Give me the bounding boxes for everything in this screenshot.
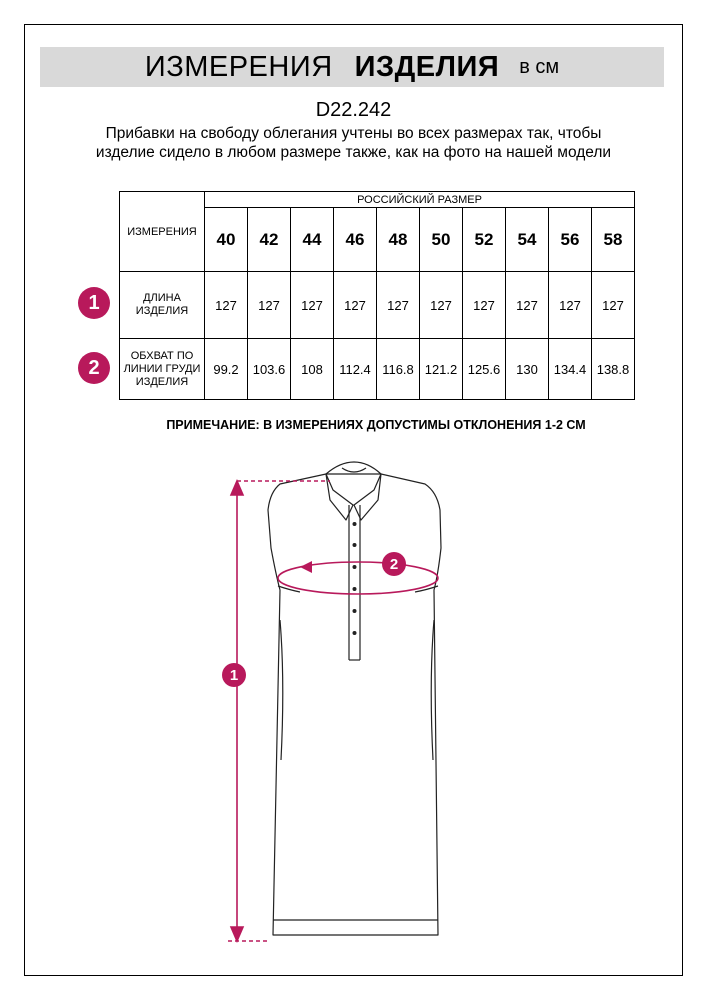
- size-header: 56: [549, 208, 592, 272]
- title-measurements: ИЗМЕРЕНИЯ: [144, 50, 333, 83]
- table-cell: 127: [420, 272, 463, 339]
- length-marker-badge: 1: [222, 663, 246, 687]
- table-cell: 127: [506, 272, 549, 339]
- table-cell: 127: [592, 272, 635, 339]
- table-cell: 112.4: [334, 339, 377, 400]
- table-cell: 127: [205, 272, 248, 339]
- table-cell: 108: [291, 339, 334, 400]
- table-cell: 127: [463, 272, 506, 339]
- table-cell: 99.2: [205, 339, 248, 400]
- size-header: 44: [291, 208, 334, 272]
- size-header: 48: [377, 208, 420, 272]
- title-unit: в см: [519, 55, 560, 78]
- size-header: 42: [248, 208, 291, 272]
- size-header: 40: [205, 208, 248, 272]
- size-header: 54: [506, 208, 549, 272]
- tolerance-note: ПРИМЕЧАНИЕ: В ИЗМЕРЕНИЯХ ДОПУСТИМЫ ОТКЛОНЕНИЯ 1-2 СМ: [166, 418, 586, 432]
- title-garment: ИЗДЕЛИЯ: [354, 50, 500, 83]
- size-header: 50: [420, 208, 463, 272]
- size-header: 46: [334, 208, 377, 272]
- table-cell: 130: [506, 339, 549, 400]
- fit-allowance-note: Прибавки на свободу облегания учтены во всех размерах так, чтобы изделие сидело в любом размере также, как на фото на нашей модели: [95, 125, 612, 161]
- button-dot: [353, 609, 357, 613]
- table-cell: 127: [334, 272, 377, 339]
- table-cell: 121.2: [420, 339, 463, 400]
- table-cell: 125.6: [463, 339, 506, 400]
- row-label-length: ДЛИНА ИЗДЕЛИЯ: [120, 272, 205, 339]
- table-cell: 127: [377, 272, 420, 339]
- button-dot: [353, 543, 357, 547]
- button-dot: [353, 522, 357, 526]
- table-cell: 103.6: [248, 339, 291, 400]
- chest-measure-ellipse: [278, 561, 438, 594]
- button-dot: [353, 587, 357, 591]
- row-number-badge-2: 2: [78, 352, 110, 384]
- table-cell: 127: [291, 272, 334, 339]
- chest-marker-badge: 2: [382, 552, 406, 576]
- table-cell: 134.4: [549, 339, 592, 400]
- placket-buttons: [353, 522, 357, 635]
- size-group-header: РОССИЙСКИЙ РАЗМЕР: [205, 192, 635, 208]
- row-number-badge-1: 1: [78, 287, 110, 319]
- table-cell: 127: [549, 272, 592, 339]
- button-dot: [353, 565, 357, 569]
- button-dot: [353, 631, 357, 635]
- length-measure-line: [228, 481, 330, 941]
- row-label-chest: ОБХВАТ ПО ЛИНИИ ГРУДИ ИЗДЕЛИЯ: [120, 339, 205, 400]
- model-code: D22.242: [315, 99, 392, 121]
- dress-outline: [268, 462, 441, 935]
- size-header: 52: [463, 208, 506, 272]
- size-header: 58: [592, 208, 635, 272]
- table-cell: 138.8: [592, 339, 635, 400]
- table-cell: 127: [248, 272, 291, 339]
- table-cell: 116.8: [377, 339, 420, 400]
- corner-label: ИЗМЕРЕНИЯ: [120, 192, 205, 272]
